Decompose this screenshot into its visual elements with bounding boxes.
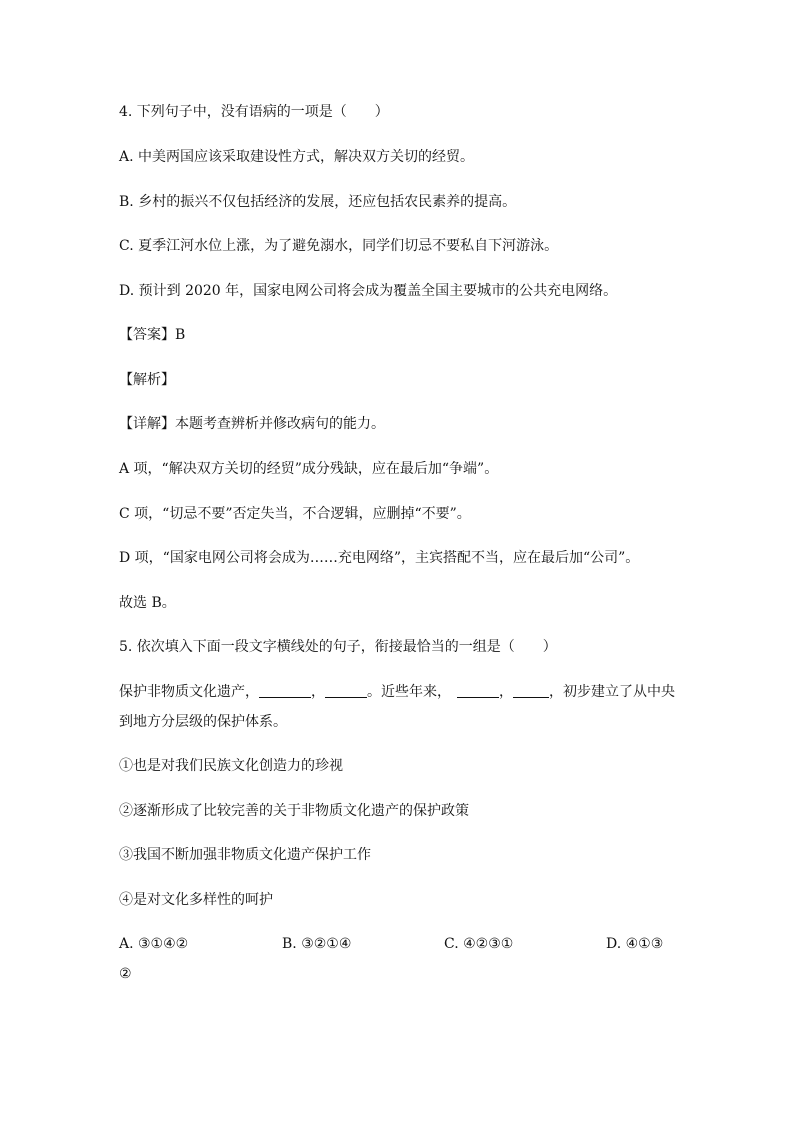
q4-explain-c: C 项，“切忌不要”否定失当，不合逻辑，应删掉“不要”。 — [119, 506, 471, 522]
q5-choice-d-wrap: ② — [119, 966, 132, 982]
q5-sentence-1: ①也是对我们民族文化创造力的珍视 — [119, 758, 343, 774]
q4-option-d: D. 预计到 2020 年，国家电网公司将会成为覆盖全国主要城市的公共充电网络。 — [119, 283, 618, 299]
q5-stem: 5. 依次填入下面一段文字横线处的句子，衔接最恰当的一组是（ ） — [119, 639, 557, 655]
blank-4 — [513, 683, 549, 698]
q5-passage-line-1 — [119, 682, 675, 702]
q5-choice-d: D. ④①③ — [606, 936, 664, 952]
q5-sentence-4: ④是对文化多样性的呵护 — [119, 892, 273, 908]
q4-analysis-heading: 【解析】 — [119, 372, 175, 388]
q5-passage-sep2: 。近些年来， — [367, 684, 451, 700]
q4-detail: 【详解】本题考查辨析并修改病句的能力。 — [119, 416, 385, 432]
blank-1 — [259, 683, 311, 698]
q4-option-c: C. 夏季江河水位上涨，为了避免溺水，同学们切忌不要私自下河游泳。 — [119, 238, 559, 254]
q5-choice-b: B. ③②①④ — [282, 936, 352, 952]
q4-answer: 【答案】B — [119, 327, 186, 343]
q5-passage-sep3: ， — [499, 684, 513, 700]
q5-sentence-2: ②逐渐形成了比较完善的关于非物质文化遗产的保护政策 — [119, 803, 469, 819]
q4-conclusion: 故选 B。 — [119, 595, 176, 611]
q5-passage-line-2: 到地方分层级的保护体系。 — [119, 714, 287, 730]
blank-2 — [325, 683, 367, 698]
q4-option-a: A. 中美两国应该采取建设性方式，解决双方关切的经贸。 — [119, 149, 475, 165]
q5-choice-c: C. ④②③① — [444, 936, 514, 952]
q5-passage-part1: 保护非物质文化遗产， — [119, 684, 259, 700]
q4-explain-a: A 项，“解决双方关切的经贸”成分残缺，应在最后加“争端”。 — [119, 461, 499, 477]
q5-sentence-3: ③我国不断加强非物质文化遗产保护工作 — [119, 847, 371, 863]
q5-passage-part2: ，初步建立了从中央 — [549, 684, 675, 700]
q4-stem: 4. 下列句子中，没有语病的一项是（ ） — [119, 104, 389, 120]
q4-option-b: B. 乡村的振兴不仅包括经济的发展，还应包括农民素养的提高。 — [119, 194, 517, 210]
blank-3 — [457, 683, 499, 698]
q4-explain-d: D 项，“国家电网公司将会成为……充电网络”，主宾搭配不当，应在最后加“公司”。 — [119, 550, 640, 566]
q5-choice-a: A. ③①④② — [119, 936, 189, 952]
q5-passage-sep1: ， — [311, 684, 325, 700]
